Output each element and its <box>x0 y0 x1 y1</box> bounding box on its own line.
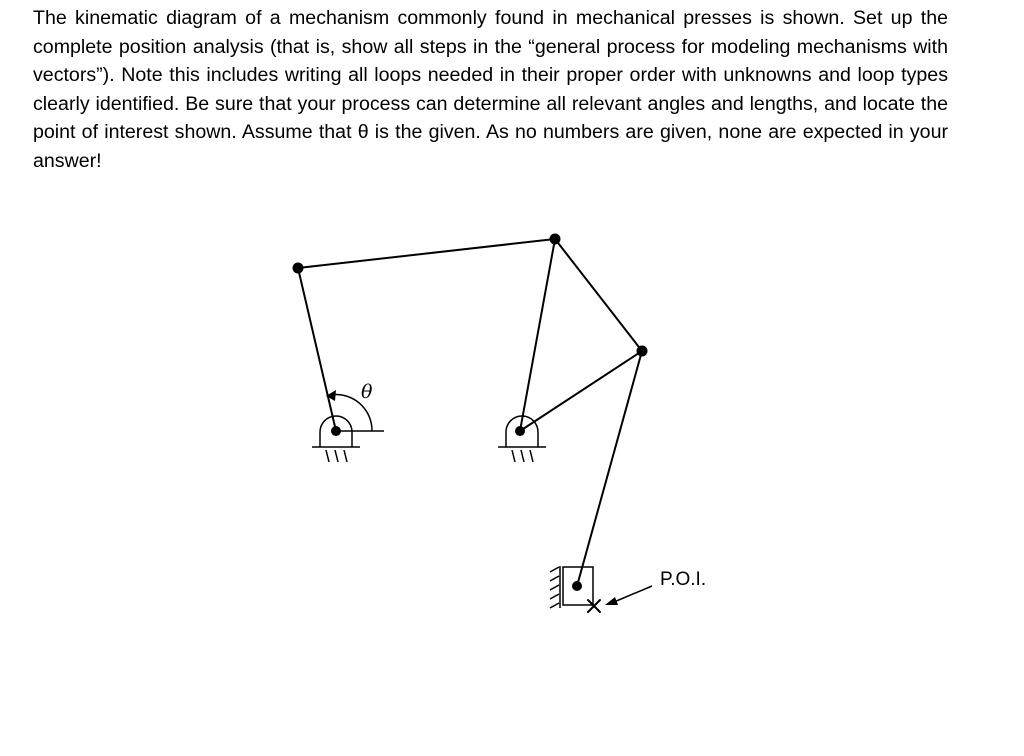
ground-pivot-left <box>312 416 360 462</box>
angle-theta-label: θ <box>361 381 373 403</box>
joint-crank-pivot <box>331 426 341 436</box>
ternary-link-side-a <box>520 239 555 431</box>
poi-marker-icon <box>588 600 600 612</box>
poi-arrow-line <box>614 586 652 602</box>
joint-rocker-pivot <box>515 426 525 436</box>
coupler-link <box>298 239 555 268</box>
joint-crank-coupler <box>293 263 304 274</box>
joint-ternary-rod <box>637 346 648 357</box>
slider-block <box>550 566 593 608</box>
ternary-link-side-b <box>555 239 642 351</box>
poi-arrowhead <box>605 597 618 605</box>
joint-coupler-ternary <box>550 234 561 245</box>
poi-label: P.O.I. <box>660 569 707 590</box>
problem-statement: The kinematic diagram of a mechanism commonly found in mechanical presses is shown. Set up the complete position analysis (that is, show all steps in the “general process for modeling mechanisms with vectors”). Note this includes writing all loops needed in their proper order with unknowns and loop types clearly identified. Be sure that your process can determine all relevant angles and lengths, and locate the point of interest shown. Assume that θ is the given. As no numbers are given, none are expected in your answer! <box>33 7 948 172</box>
joint-slider-pin <box>572 581 582 591</box>
crank-link <box>298 268 336 431</box>
